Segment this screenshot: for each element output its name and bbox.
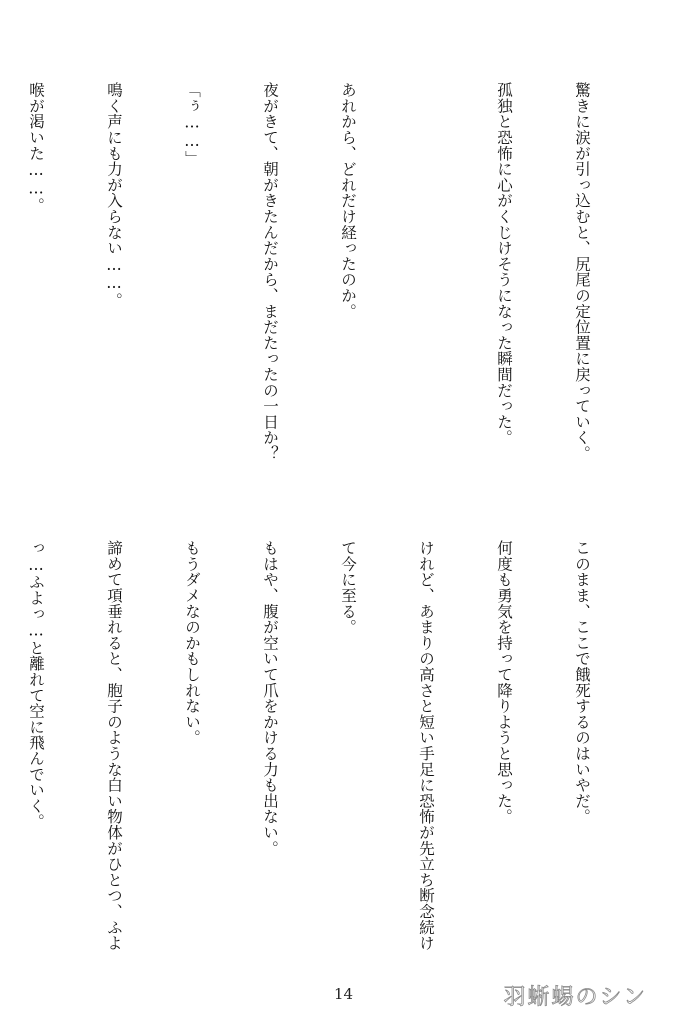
text-line: あれから、どれだけ経ったのか。	[339, 82, 357, 319]
text-line: このまま、ここで餓死するのはいやだ。	[573, 540, 591, 825]
text-line: 何度も勇気を持って降りようと思った。	[495, 540, 513, 825]
text-line: て今に至る。	[339, 540, 357, 635]
text-line: けれど、あまりの高さと短い手足に恐怖が先立ち断念続け	[417, 540, 435, 951]
text-line: もはや、腹が空いて爪をかける力も出ない。	[261, 540, 279, 856]
text-line: 鳴く声にも力が入らない……。	[105, 82, 123, 309]
text-line: 「ぅ……」	[183, 82, 201, 166]
text-line: 諦めて項垂れると、胞子のような白い物体がひとつ、ふよ	[105, 540, 123, 951]
author-watermark: 羽蜥蜴のシン	[503, 985, 647, 1010]
text-block-bottom	[0, 540, 647, 970]
text-block-top	[0, 82, 647, 512]
text-line: 孤独と恐怖に心がくじけそうになった瞬間だった。	[495, 82, 513, 446]
text-line: 驚きに涙が引っ込むと、尻尾の定位置に戻っていく。	[573, 82, 591, 462]
text-line: っ…ふよっ…と離れて空に飛んでいく。	[27, 540, 45, 830]
text-line: 喉が渇いた……。	[27, 82, 45, 214]
page-number: 14	[333, 985, 354, 1003]
text-line	[413, 82, 439, 512]
text-line: もうダメなのかもしれない。	[183, 540, 201, 746]
text-line: 夜がきて、朝がきたんだから、まだたったの一日か？	[261, 82, 279, 462]
